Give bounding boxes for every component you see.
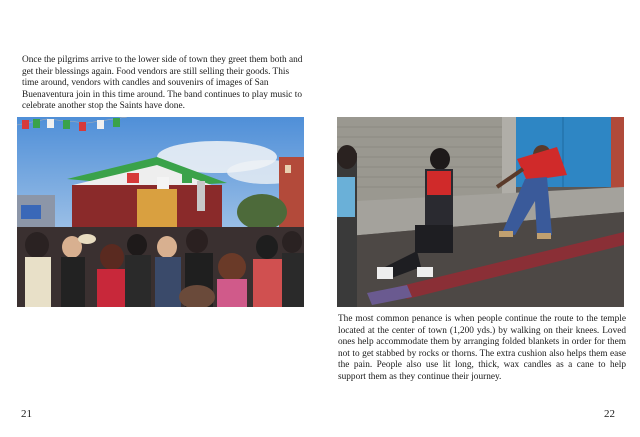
right-page xyxy=(320,0,640,437)
page-number-left: 21 xyxy=(21,408,32,420)
right-page-paragraph: The most common penance is when people continue the route to the temple located at the center of town (1,200 yds.) by walking on their knees. Loved ones help accommodate them by arranging folded blankets in order for them not to get stabbed by rocks or thorns. The extra cushion also helps them ease the pain. People also use lit long, thick, wax candles as a cane to help support them as they continue their journey. xyxy=(338,314,626,382)
left-page-paragraph: Once the pilgrims arrive to the lower side of town they greet them both and get their blessings again. Food vendors are still selling their goods. This time around, vendors with candles and souvenirs of images of San Buenaventura join in this time around. The band continues to play music to celebrate another stop the Saints have done. xyxy=(22,55,303,112)
kneeling-penitent-photo xyxy=(337,117,624,307)
page-number-right: 22 xyxy=(604,408,615,420)
crowd-under-tent-photo xyxy=(17,117,304,307)
